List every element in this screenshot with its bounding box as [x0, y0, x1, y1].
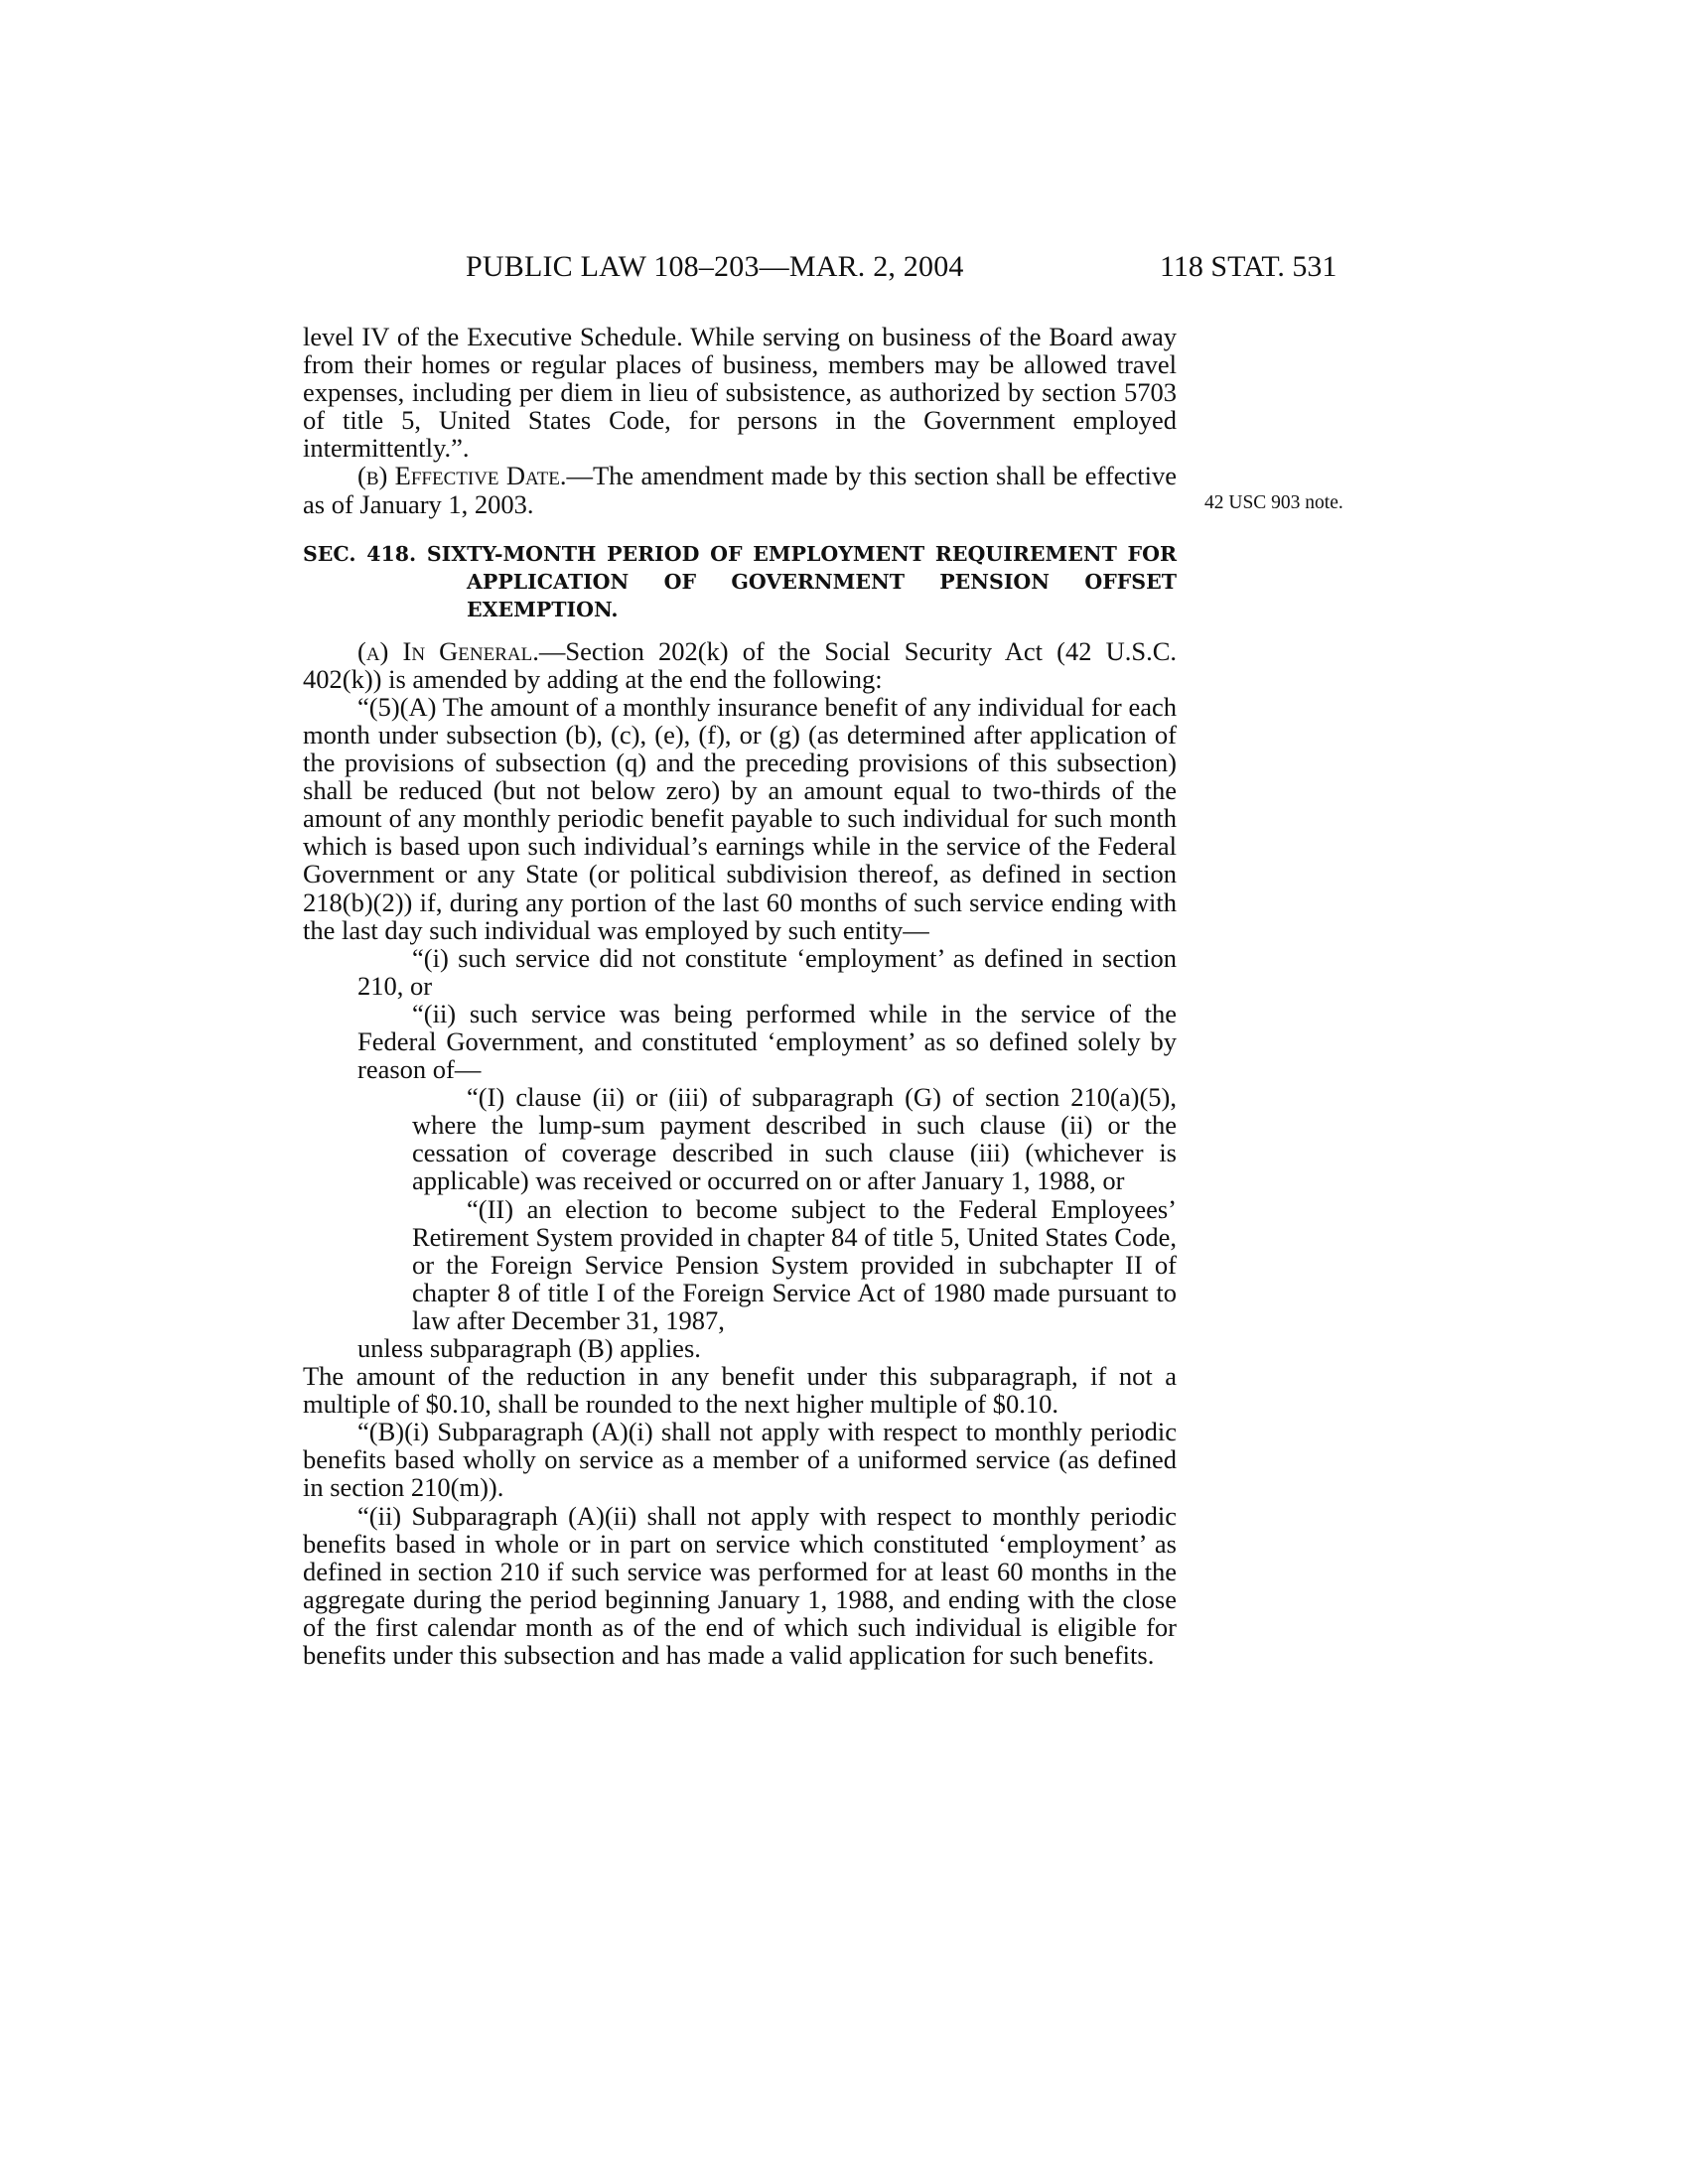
running-head-title: PUBLIC LAW 108–203—MAR. 2, 2004	[466, 250, 964, 283]
paragraph-continuation: level IV of the Executive Schedule. While serving on business of the Board away from their homes or regular places of business, members may be allowed travel expenses, including per diem in lieu of subsistence, as authorized by section 5703 of title 5, United States Code, for persons in the Government employed intermittently.”.	[303, 322, 1177, 464]
section-heading-line: EXEMPTION.	[467, 597, 619, 621]
clause-ii: “(ii) such service was being performed while in the service of the Federal Government, and constituted ‘employment’ as so defined solely by reason of—	[357, 998, 1177, 1085]
clause-i: “(i) such service did not constitute ‘employment’ as defined in section 210, or	[357, 942, 1177, 1001]
paragraph-effective-date	[303, 462, 1177, 517]
paragraph-lead: (b) Effective Date.	[357, 461, 567, 491]
paragraph-reduction: The amount of the reduction in any benefit under this subparagraph, if not a multiple of $0.10, shall be rounded to the next higher multiple of $0.10.	[303, 1361, 1177, 1420]
paragraph-in-general	[303, 637, 1177, 693]
paragraph-5b-ii: “(ii) Subparagraph (A)(ii) shall not apply with respect to monthly periodic benefits based in whole or in part on service which constituted ‘employment’ as defined in section 210 if such service was performed for at least 60 months in the aggregate during the period beginning January 1, 1988, and ending with the close of the first calendar month as of the end of which such individual is eligible for benefits under this subsection and has made a valid application for such benefits.	[303, 1500, 1177, 1671]
paragraph-5b-i: “(B)(i) Subparagraph (A)(i) shall not apply with respect to monthly periodic benefits based wholly on service as a member of a uniformed service (as defined in section 210(m)).	[303, 1417, 1177, 1503]
section-heading	[303, 540, 1177, 623]
subclause-II: “(II) an election to become subject to the Federal Employees’ Retirement System provided in chapter 84 of title 5, United States Code, or the Foreign Service Pension System provided in subchapter II of chapter 8 of title I of the Foreign Service Act of 1980 made pursuant to law after December 31, 1987,	[412, 1193, 1177, 1335]
running-head-page-number: 118 STAT. 531	[1160, 250, 1337, 283]
paragraph-5a: “(5)(A) The amount of a monthly insurance benefit of any individual for each month under subsection (b), (c), (e), (f), or (g) (as determined after application of the provisions of subsection (q) and the preceding provisions of this subsection) shall be reduced (but not below zero) by an amount equal to two-thirds of the amount of any monthly periodic benefit payable to such individual for such month which is based upon such individual’s earnings while in the service of the Federal Government or any State (or political subdivision thereof, as defined in section 218(b)(2)) if, during any portion of the last 60 months of such service ending with the last day such individual was employed by such entity—	[303, 691, 1177, 945]
paragraph-unless: unless subparagraph (B) applies.	[357, 1333, 701, 1363]
paragraph-lead: (a) In General.	[357, 635, 539, 666]
paragraph-text: —Section 202(k) of the Social Security Act (42 U.S.C. 402(k)) is amended by adding at the end the following:	[303, 635, 1177, 694]
paragraph-text: —The amendment made by this section shall be effective as of January 1, 2003.	[303, 461, 1177, 519]
section-heading-line: APPLICATION OF GOVERNMENT PENSION OFFSET	[467, 569, 1177, 594]
running-head	[0, 250, 1688, 290]
section-heading-line: SEC. 418. SIXTY-MONTH PERIOD OF EMPLOYMENT REQUIREMENT FOR	[303, 541, 1177, 566]
body-text	[303, 323, 1177, 1669]
subclause-I: “(I) clause (ii) or (iii) of subparagraph (G) of section 210(a)(5), where the lump-sum payment described in such clause (ii) or the cessation of coverage described in such clause (iii) (whichever is applicable) was received or occurred on or after January 1, 1988, or	[412, 1082, 1177, 1196]
margin-note: 42 USC 903 note.	[1204, 492, 1343, 513]
